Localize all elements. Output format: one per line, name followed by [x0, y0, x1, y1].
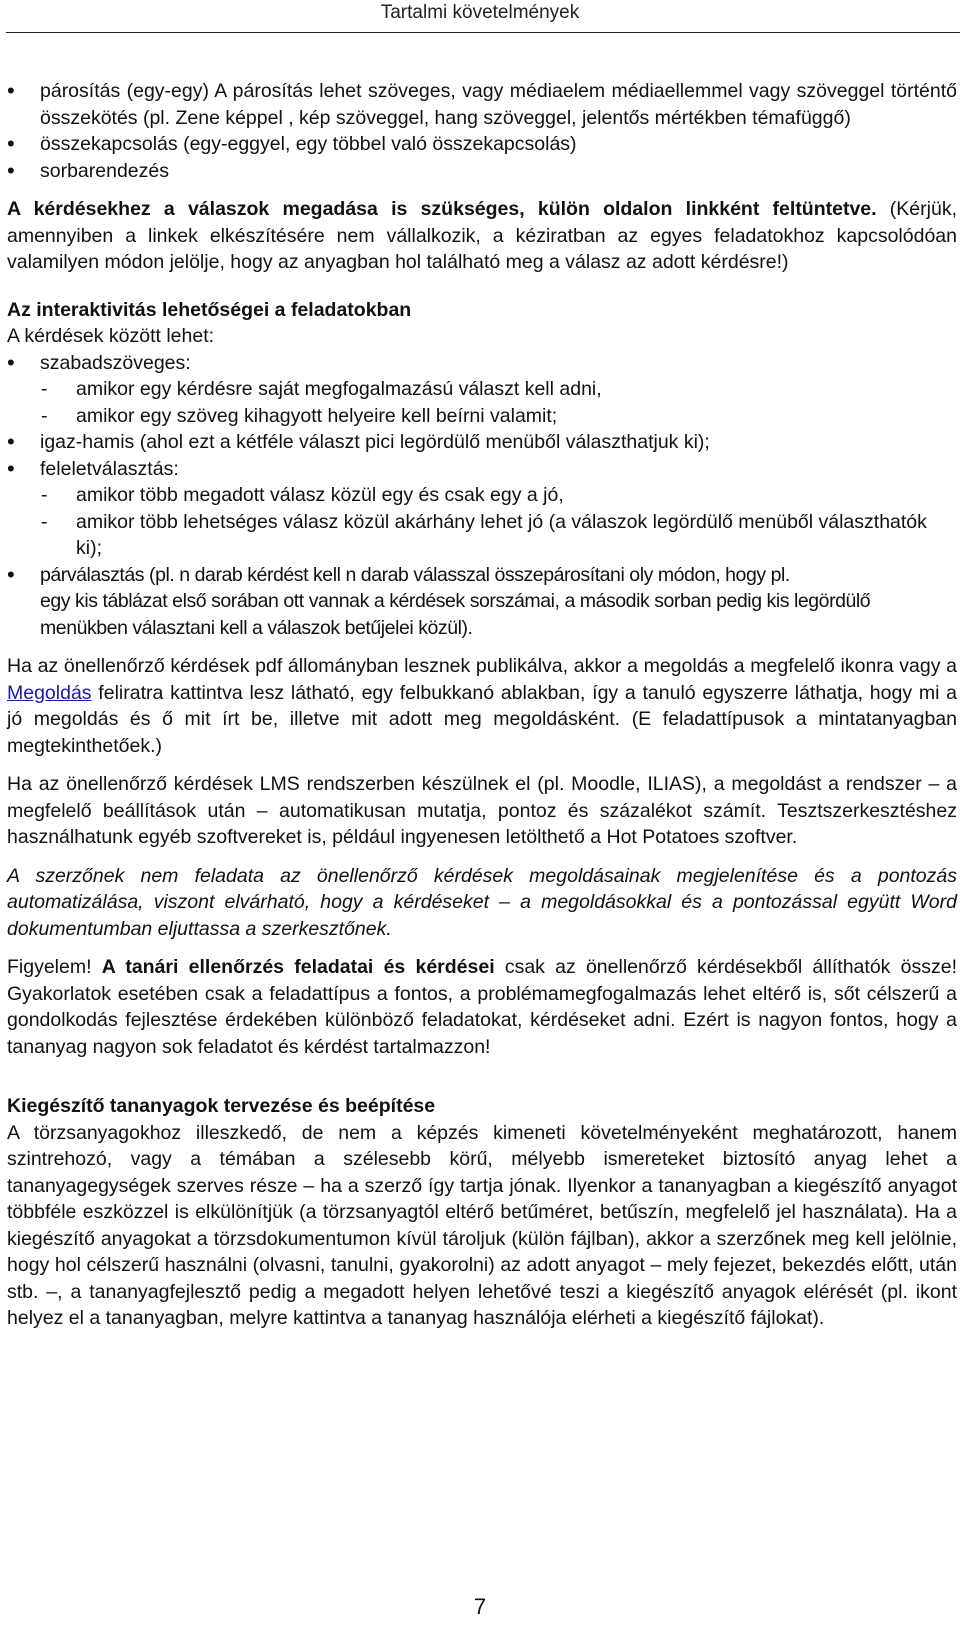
- bullet-free-text: • szabadszöveges:: [7, 350, 957, 377]
- answers-note-paragraph: [7, 196, 957, 276]
- page-content: [7, 78, 957, 1332]
- lms-paragraph: Ha az önellenőrző kérdések LMS rendszerben készülnek el (pl. Moodle, ILIAS), a megoldást a rendszer – a megfelelő beállítások után – automatikusan mutatja, pontoz és százalékot számít. Tesztszerkesztéshez használhatunk egyéb szoftvereket is, például ingyenesen letölthető a Hot Potatoes szoftver.: [7, 773, 957, 848]
- attention-rest: csak az önellenőrző kérdésekből állíthatók össze! Gyakorlatok esetében csak a feladattípus a fontos, a problémamegfogalmazás lehet eltérő is, sőt célszerű a gondolkodás fejlesztése érdekében különböző feladatokat, kérdéseket adni. Ezért is nagyon fontos, hogy a tananyag nagyon sok feladatot és kérdést tartalmazzon!: [7, 956, 957, 1058]
- bullet-pairing: • párosítás (egy-egy) A párosítás lehet szöveges, vagy médiaelem médiaellemmel vagy szöveggel történtő összekötés (pl. Zene képpel , kép szöveggel, hang szöveggel, jelentős mértékben témafüggő): [7, 78, 957, 131]
- bullet-true-false: • igaz-hamis (ahol ezt a kétféle választ pici legördülő menüből választhatjuk ki);: [7, 429, 957, 456]
- header-rule: [6, 32, 960, 33]
- section-heading-interactivity: Az interaktivitás lehetőségei a feladatokban: [7, 298, 412, 321]
- dash-item-free-text-2: - amikor egy szöveg kihagyott helyeire kell beírni valamit;: [7, 403, 957, 430]
- answers-note-bold: A kérdésekhez a válaszok megadása is szükséges, külön oldalon linkként feltüntetve.: [7, 198, 877, 220]
- bullet-multiple-choice: • feleletválasztás:: [7, 456, 957, 483]
- author-note-paragraph: A szerzőnek nem feladata az önellenőrző kérdések megoldásainak megjelenítése és a pontozás automatizálása, viszont elvárható, hogy a kérdéseket – a megoldásokkal és a pontozással együtt Word dokumentumban eljuttassa a szerkesztőnek.: [7, 864, 957, 940]
- section-heading-supplementary: Kiegészítő tananyagok tervezése és beépítése: [7, 1095, 436, 1117]
- section-intro: A kérdések között lehet:: [7, 325, 215, 347]
- page-number: 7: [473, 1594, 487, 1619]
- bullet-pair-selection: • párválasztás (pl. n darab kérdést kell n darab válasszal összepárosítani oly módon, hogy pl.: [7, 562, 957, 589]
- running-header: Tartalmi követelmények: [380, 2, 580, 23]
- answers-note-rest: (Kérjük, amennyiben a linkek elkészítésére nem vállalkozik, a kéziratban az egyes feladatokhoz kapcsolódóan valamilyen módon jelölje, hogy az anyagban hol található meg a válasz az adott kérdésre!): [7, 198, 957, 273]
- dash-item-free-text-1: - amikor egy kérdésre saját megfogalmazású választ kell adni,: [7, 376, 957, 403]
- pdf-paragraph: [7, 653, 957, 759]
- solution-link[interactable]: Megoldás: [7, 681, 92, 704]
- bullet-linking: • összekapcsolás (egy-eggyel, egy többel való összekapcsolás): [7, 131, 957, 158]
- dash-item-multiple-choice-1: - amikor több megadott válasz közül egy és csak egy a jó,: [7, 482, 957, 509]
- pdf-paragraph-before: Ha az önellenőrző kérdések pdf állományban lesznek publikálva, akkor a megoldás a megfelelő ikonra vagy a: [7, 655, 957, 677]
- pair-selection-continuation: egy kis táblázat első sorában ott vannak a kérdések sorszámai, a második sorban pedig kis legördülő menükben választani kell a válaszok betűjelei közül).: [40, 590, 871, 639]
- attention-paragraph: [7, 954, 957, 1060]
- attention-lead: Figyelem!: [7, 956, 102, 978]
- attention-bold: A tanári ellenőrzés feladatai és kérdései: [101, 956, 495, 978]
- pdf-paragraph-after: feliratra kattintva lesz látható, egy felbukkanó ablakban, így a tanuló egyszerre láthatja, hogy mi a jó megoldás és ő mit írt be, illetve mit adott meg megoldásként. (E feladattípusok a mintatanyagban megtekinthetőek.): [7, 681, 957, 757]
- dash-item-multiple-choice-2: - amikor több lehetséges válasz közül akárhány lehet jó (a válaszok legördülő menüből választhatók ki);: [7, 509, 957, 562]
- supplementary-paragraph: A törzsanyagokhoz illeszkedő, de nem a képzés kimeneti követelményeként meghatározott, hanem szintrehozó, vagy a témában a szélesebb körű, mélyebb ismereteket biztosító anyag lehet a tananyagegységek szerves része – ha a szerző így tartja jónak. Ilyenkor a tananyagban a kiegészítő anyagot többféle eszközzel is elkülönítjük (a törzsanyagtól eltérő betűméret, betűszín, megfelelő jel használata). Ha a kiegészítő anyagokat a törzsdokumentumon kívül tároljuk (külön fájlban), akkor a szerzőnek meg kell jelölnie, hogy hol célszerű használni (olvasni, tanulni, gyakorolni) az adott anyagot – mely fejezet, bekezdés előtt, után stb. –, a tananyagfejlesztő pedig a megadott helyen lehetővé teszi a kiegészítő anyagok elérését (pl. ikont helyez el a tananyagban, melyre kattintva a tananyag használója elérheti a kiegészítő fájlokat).: [7, 1121, 957, 1329]
- bullet-ordering: • sorbarendezés: [7, 158, 957, 185]
